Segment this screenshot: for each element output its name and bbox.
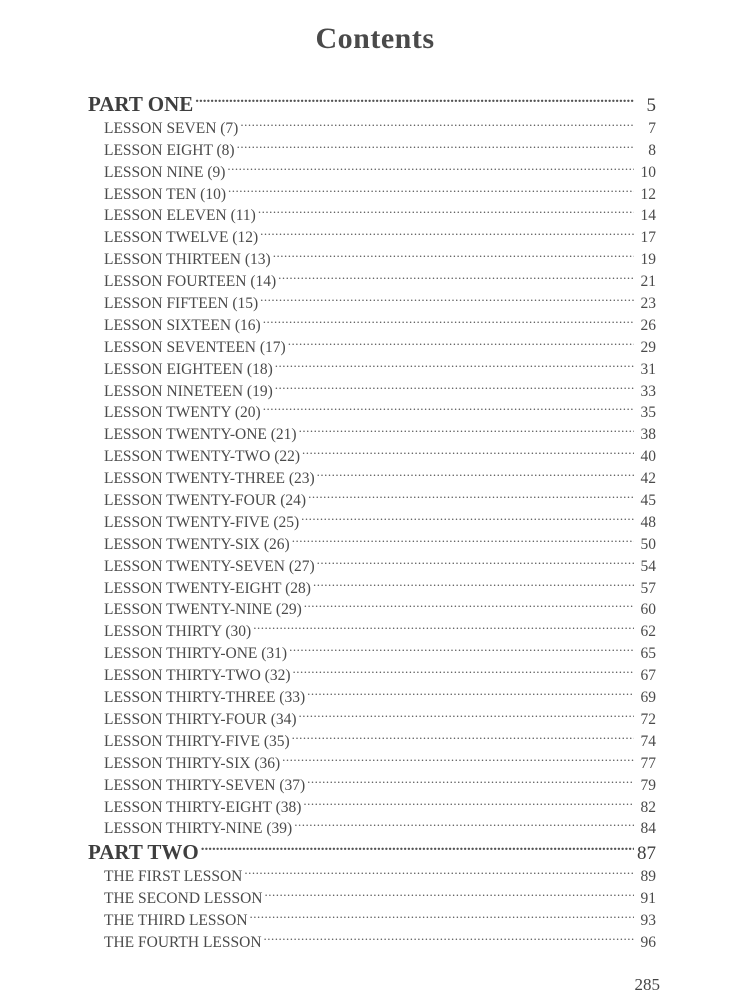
- toc-lesson-title: LESSON THIRTY-THREE (33): [104, 689, 306, 707]
- toc-lesson-title: LESSON NINE (9): [104, 163, 226, 181]
- toc-lesson-page-number: 33: [640, 382, 656, 400]
- toc-part-entry[interactable]: [88, 85, 656, 116]
- toc-lesson-page-number: 89: [640, 868, 656, 886]
- dot-leader: [299, 702, 634, 724]
- toc-lesson-page-number: 79: [640, 776, 656, 794]
- dot-leader: [195, 85, 634, 111]
- dot-leader: [308, 483, 634, 505]
- dot-leader: [260, 286, 634, 308]
- toc-lesson-title: LESSON TWENTY-SIX (26): [104, 535, 290, 553]
- toc-lesson-title: LESSON THIRTY-TWO (32): [104, 667, 291, 685]
- toc-lesson-title: LESSON THIRTY-NINE (39): [104, 820, 293, 838]
- toc-lesson-title: LESSON TWELVE (12): [104, 229, 259, 247]
- dot-leader: [292, 658, 634, 680]
- toc-lesson-title: LESSON TWENTY (20): [104, 404, 261, 422]
- dot-leader: [260, 220, 634, 242]
- dot-leader: [237, 133, 634, 155]
- toc-part-page-number: 87: [637, 843, 656, 865]
- toc-part-page-number: 5: [646, 95, 656, 116]
- toc-lesson-title: LESSON FIFTEEN (15): [104, 295, 259, 313]
- dot-leader: [303, 790, 634, 812]
- toc-lesson-title: THE SECOND LESSON: [104, 890, 263, 908]
- toc-lesson-title: LESSON TWENTY-FOUR (24): [104, 492, 307, 510]
- toc-lesson-page-number: 69: [640, 689, 656, 707]
- dot-leader: [301, 505, 634, 527]
- toc-part-title: PART ONE: [88, 92, 194, 116]
- dot-leader: [317, 461, 634, 483]
- toc-lesson-title: THE FIRST LESSON: [104, 868, 243, 886]
- toc-lesson-page-number: 62: [640, 623, 656, 641]
- toc-lesson-page-number: 29: [640, 338, 656, 356]
- dot-leader: [317, 549, 634, 571]
- toc-lesson-page-number: 38: [640, 426, 656, 444]
- dot-leader: [275, 352, 634, 374]
- table-of-contents: [88, 85, 656, 951]
- dot-leader: [302, 439, 634, 461]
- toc-lesson-page-number: 57: [640, 579, 656, 597]
- toc-lesson-page-number: 65: [640, 645, 656, 663]
- toc-lesson-title: LESSON TWENTY-TWO (22): [104, 448, 301, 466]
- toc-lesson-title: THE THIRD LESSON: [104, 912, 248, 930]
- page-number: 285: [634, 975, 660, 994]
- toc-lesson-title: LESSON THIRTY-EIGHT (38): [104, 798, 302, 816]
- toc-lesson-page-number: 40: [640, 448, 656, 466]
- toc-lesson-page-number: 12: [640, 185, 656, 203]
- dot-leader: [275, 374, 634, 396]
- toc-lesson-page-number: 74: [640, 732, 656, 750]
- dot-leader: [264, 925, 634, 947]
- dot-leader: [227, 155, 634, 177]
- toc-lesson-title: LESSON THIRTEEN (13): [104, 251, 271, 269]
- dot-leader: [258, 199, 634, 221]
- toc-lesson-page-number: 50: [640, 535, 656, 553]
- toc-lesson-title: LESSON ELEVEN (11): [104, 207, 256, 225]
- toc-lesson-page-number: 10: [640, 163, 656, 181]
- toc-lesson-page-number: 72: [640, 710, 656, 728]
- dot-leader: [263, 308, 634, 330]
- toc-lesson-title: LESSON TWENTY-EIGHT (28): [104, 579, 311, 597]
- toc-lesson-title: LESSON TWENTY-NINE (29): [104, 601, 302, 619]
- toc-lesson-title: LESSON SEVENTEEN (17): [104, 338, 286, 356]
- dot-leader: [294, 812, 634, 834]
- toc-lesson-page-number: 14: [640, 207, 656, 225]
- toc-lesson-page-number: 8: [648, 141, 656, 159]
- toc-lesson-page-number: 48: [640, 513, 656, 531]
- dot-leader: [244, 859, 634, 881]
- page-title: Contents: [315, 22, 435, 55]
- toc-part-title: PART TWO: [88, 840, 199, 865]
- dot-leader: [201, 833, 634, 859]
- dot-leader: [264, 881, 634, 903]
- toc-lesson-title: LESSON THIRTY (30): [104, 623, 252, 641]
- toc-lesson-title: LESSON TWENTY-SEVEN (27): [104, 557, 315, 575]
- dot-leader: [292, 724, 634, 746]
- toc-lesson-title: LESSON THIRTY-FOUR (34): [104, 710, 297, 728]
- toc-lesson-page-number: 31: [640, 360, 656, 378]
- dot-leader: [253, 614, 634, 636]
- toc-lesson-page-number: 45: [640, 492, 656, 510]
- toc-lesson-title: LESSON SIXTEEN (16): [104, 316, 261, 334]
- toc-lesson-title: LESSON TWENTY-FIVE (25): [104, 513, 300, 531]
- dot-leader: [288, 330, 634, 352]
- toc-lesson-title: LESSON THIRTY-ONE (31): [104, 645, 288, 663]
- toc-lesson-page-number: 17: [640, 229, 656, 247]
- toc-lesson-page-number: 60: [640, 601, 656, 619]
- dot-leader: [273, 242, 634, 264]
- dot-leader: [289, 636, 634, 658]
- dot-leader: [282, 746, 634, 768]
- dot-leader: [250, 903, 634, 925]
- toc-lesson-title: LESSON EIGHT (8): [104, 141, 235, 159]
- toc-lesson-page-number: 67: [640, 667, 656, 685]
- dot-leader: [263, 396, 634, 418]
- toc-lesson-page-number: 96: [640, 933, 656, 951]
- toc-lesson-title: LESSON FOURTEEN (14): [104, 273, 277, 291]
- toc-lesson-title: LESSON NINETEEN (19): [104, 382, 273, 400]
- toc-lesson-page-number: 7: [648, 119, 656, 137]
- toc-lesson-title: LESSON THIRTY-SEVEN (37): [104, 776, 306, 794]
- toc-lesson-page-number: 26: [640, 316, 656, 334]
- toc-lesson-title: LESSON THIRTY-SIX (36): [104, 754, 281, 772]
- toc-lesson-title: LESSON SEVEN (7): [104, 119, 239, 137]
- toc-lesson-title: LESSON TWENTY-THREE (23): [104, 470, 315, 488]
- toc-lesson-page-number: 42: [640, 470, 656, 488]
- toc-lesson-page-number: 23: [640, 295, 656, 313]
- toc-lesson-page-number: 54: [640, 557, 656, 575]
- toc-lesson-page-number: 21: [640, 273, 656, 291]
- toc-lesson-title: LESSON TWENTY-ONE (21): [104, 426, 297, 444]
- dot-leader: [313, 571, 634, 593]
- toc-lesson-page-number: 91: [640, 890, 656, 908]
- dot-leader: [228, 177, 634, 199]
- dot-leader: [307, 768, 634, 790]
- toc-lesson-page-number: 77: [640, 754, 656, 772]
- toc-lesson-title: THE FOURTH LESSON: [104, 933, 262, 951]
- toc-lesson-page-number: 35: [640, 404, 656, 422]
- dot-leader: [278, 264, 634, 286]
- toc-lesson-title: LESSON TEN (10): [104, 185, 226, 203]
- toc-lesson-page-number: 82: [640, 798, 656, 816]
- dot-leader: [292, 527, 634, 549]
- dot-leader: [304, 593, 634, 615]
- toc-lesson-page-number: 84: [640, 820, 656, 838]
- dot-leader: [240, 111, 634, 133]
- dot-leader: [299, 417, 634, 439]
- dot-leader: [307, 680, 634, 702]
- toc-lesson-page-number: 93: [640, 912, 656, 930]
- toc-lesson-page-number: 19: [640, 251, 656, 269]
- toc-lesson-title: LESSON THIRTY-FIVE (35): [104, 732, 290, 750]
- toc-lesson-title: LESSON EIGHTEEN (18): [104, 360, 273, 378]
